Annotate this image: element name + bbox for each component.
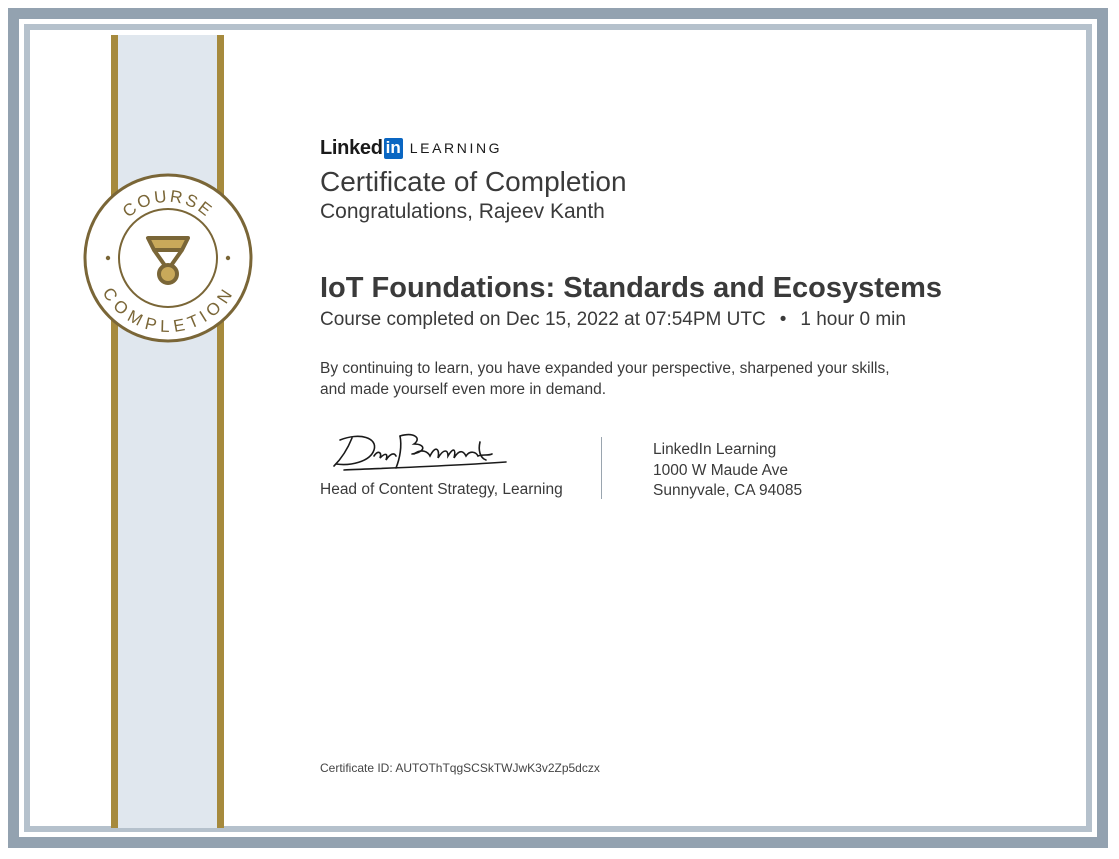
completion-date: Course completed on Dec 15, 2022 at 07:54PM UTC bbox=[320, 309, 766, 330]
course-title: IoT Foundations: Standards and Ecosystems bbox=[320, 272, 942, 304]
certificate-content bbox=[320, 136, 1060, 400]
course-completion-seal bbox=[82, 172, 254, 344]
logo-learning-text: LEARNING bbox=[409, 140, 503, 156]
logo-in-badge: in bbox=[385, 137, 401, 157]
signature-block bbox=[320, 430, 1020, 510]
course-meta bbox=[320, 307, 1060, 333]
signature-divider bbox=[601, 437, 602, 499]
completion-blurb: By continuing to learn, you have expanded your perspective, sharpened your skills, and made yourself even more in demand. bbox=[320, 360, 890, 398]
certificate-title: Certificate of Completion bbox=[320, 166, 627, 197]
signature-caption: Head of Content Strategy, Learning bbox=[320, 481, 563, 498]
address-line3: Sunnyvale, CA 94085 bbox=[653, 482, 803, 499]
logo-linked-text: Linked bbox=[320, 136, 383, 159]
linkedin-learning-logo bbox=[320, 136, 1060, 160]
congratulations-text: Congratulations, Rajeev Kanth bbox=[320, 200, 605, 223]
course-duration: 1 hour 0 min bbox=[800, 309, 906, 330]
seal-top-text: COURSE bbox=[119, 186, 218, 222]
ribbon bbox=[111, 35, 224, 828]
address-line2: 1000 W Maude Ave bbox=[653, 461, 788, 479]
address-block bbox=[653, 440, 802, 502]
address-line1: LinkedIn Learning bbox=[653, 441, 777, 458]
seal-dot-right bbox=[226, 256, 230, 260]
signature-image bbox=[330, 430, 510, 472]
seal-bottom-text: COMPLETION bbox=[98, 284, 238, 337]
seal-dot-left bbox=[106, 256, 110, 260]
meta-separator: • bbox=[779, 309, 787, 330]
certificate-id: Certificate ID: AUTOThTqgSCSkTWJwK3v2Zp5dczx bbox=[320, 761, 600, 775]
